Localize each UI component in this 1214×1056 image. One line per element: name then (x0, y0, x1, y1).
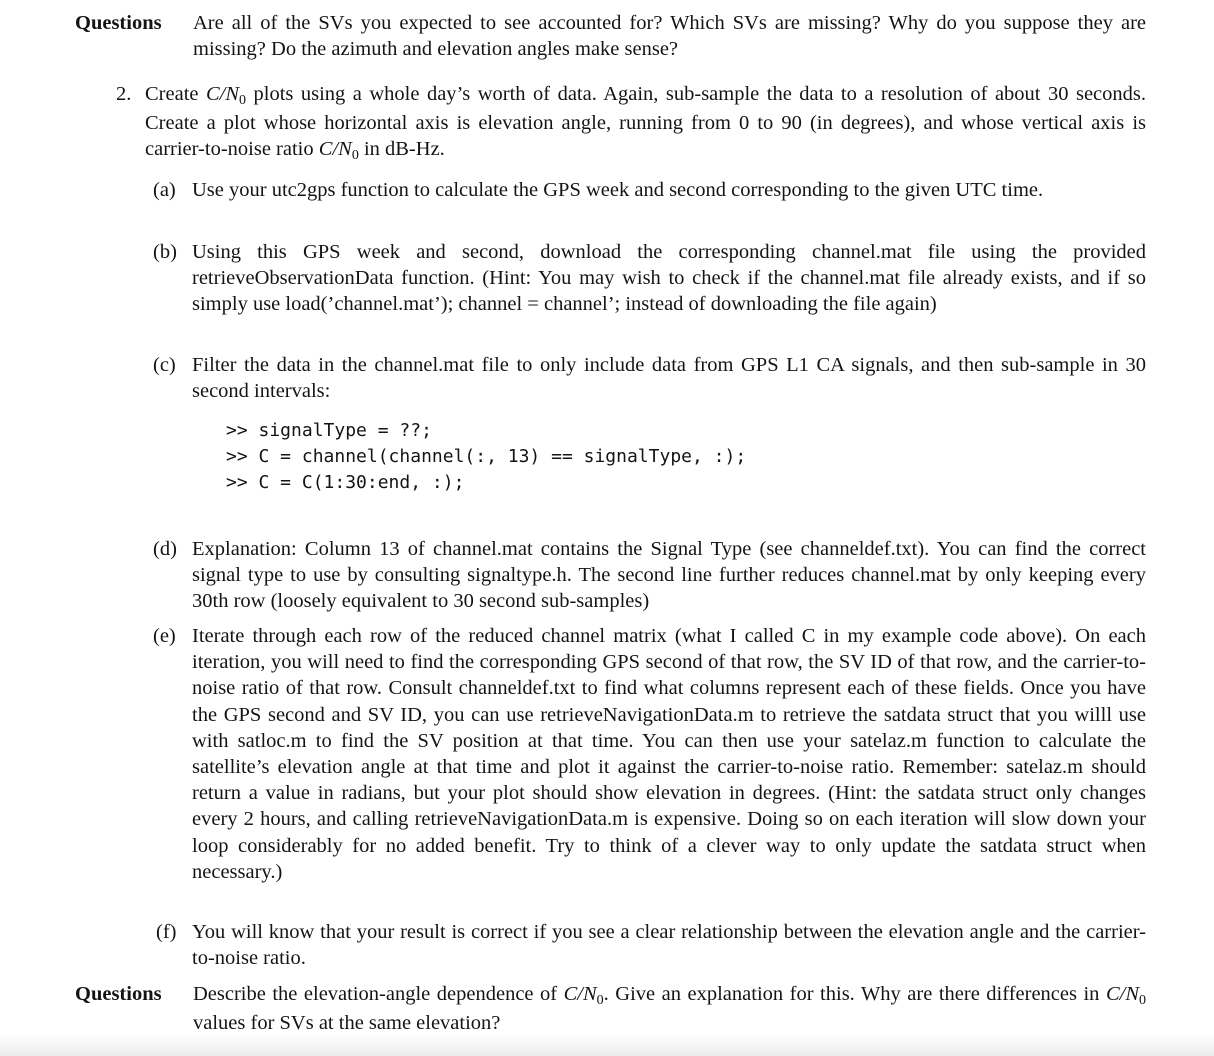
q-text-part: values for SVs at the same elevation? (193, 1012, 501, 1035)
math-c: C (563, 983, 578, 1005)
math-sub: 0 (351, 148, 359, 164)
code-line: >> C = channel(channel(:, 13) == signalType, :); (226, 446, 747, 467)
code-line: >> C = C(1:30:end, :); (226, 472, 465, 493)
step-text: You will know that your result is correct if you see a clear relationship between the elevation angle and the carrier-to-noise ratio. (192, 921, 1146, 970)
step-label: (e) (153, 625, 176, 647)
math-c: C (205, 83, 220, 105)
math-sub: 0 (239, 93, 247, 108)
step-text: Filter the data in the channel.mat file to only include data from GPS L1 CA signals, and then sub-sample in 30 second intervals: (192, 354, 1146, 403)
item-text-part: plots using a whole day’s worth of data. Again, sub-sample the data to a resolution of about 30 seconds. Create a plot whose horizontal axis is elevation angle, running from 0 to 90 (in degrees), and whose vertical axis is carrier-to-noise ratio (145, 83, 1146, 161)
item-text-part: in dB-Hz. (358, 138, 445, 161)
step-label: (b) (153, 241, 177, 263)
math-n: /N (332, 138, 352, 161)
math-n: /N (1119, 983, 1139, 1005)
questions-label: Questions (75, 983, 162, 1005)
step-label: (f) (156, 921, 177, 943)
bottom-fade (0, 1034, 1214, 1056)
math-n: /N (577, 983, 597, 1005)
questions-label: Questions (75, 12, 162, 34)
math-c: C (318, 138, 333, 161)
item-text-part: Create (145, 83, 206, 105)
item-text (145, 81, 1146, 166)
step-text: Iterate through each row of the reduced channel matrix (what I called C in my example code above). On each iteration, you will need to find the corresponding GPS second of that row, the SV ID of that row, and the carrier-to-noise ratio of that row. Consult channeldef.txt to find what columns represent each of these fields. Once you have the GPS second and SV ID, you can use retrieveNavigationData.m to retrieve the satdata struct that you willl use with satloc.m to find the SV position at that time. You can then use your satelaz.m function to calculate the satellite’s elevation angle at that time and plot it against the carrier-to-noise ratio. Remember: satelaz.m should return a value in radians, but your plot should show elevation in degrees. (Hint: the satdata struct only changes every 2 hours, and calling retrieveNavigationData.m is expensive. Doing so on each iteration will slow down your loop considerably for no added benefit. Try to think of a clever way to only update the satdata struct when necessary.) (192, 625, 1146, 883)
math-c: C (1105, 983, 1120, 1005)
code-line: >> signalType = ??; (226, 420, 432, 441)
math-sub: 0 (596, 993, 604, 1008)
q-text-part: . Give an explanation for this. Why are there differences in (603, 983, 1106, 1005)
questions-text: Are all of the SVs you expected to see accounted for? Which SVs are missing? Why do you suppose they are missing? Do the azimuth and elevation angles make sense? (193, 12, 1146, 61)
item-number: 2. (116, 83, 132, 105)
step-text: Explanation: Column 13 of channel.mat contains the Signal Type (see channeldef.txt). You can find the correct signal type to use by consulting signaltype.h. The second line further reduces channel.mat by only keeping every 30th row (loosely equivalent to 30 second sub-samples) (192, 538, 1146, 613)
math-n: /N (219, 83, 240, 105)
q-text-part: Describe the elevation-angle dependence of (193, 983, 564, 1005)
step-text: Using this GPS week and second, download the corresponding channel.mat file using the provided retrieveObservationData function. (Hint: You may wish to check if the channel.mat file already exists, and if so simply use load(’channel.mat’); channel = channel’; instead of downloading the file again) (192, 241, 1146, 316)
math-sub: 0 (1139, 993, 1146, 1008)
step-label: (d) (153, 538, 177, 560)
questions-text (193, 981, 1146, 1036)
step-text: Use your utc2gps function to calculate the GPS week and second corresponding to the given UTC time. (192, 179, 1044, 201)
step-label: (c) (153, 354, 176, 376)
step-label: (a) (153, 179, 176, 201)
